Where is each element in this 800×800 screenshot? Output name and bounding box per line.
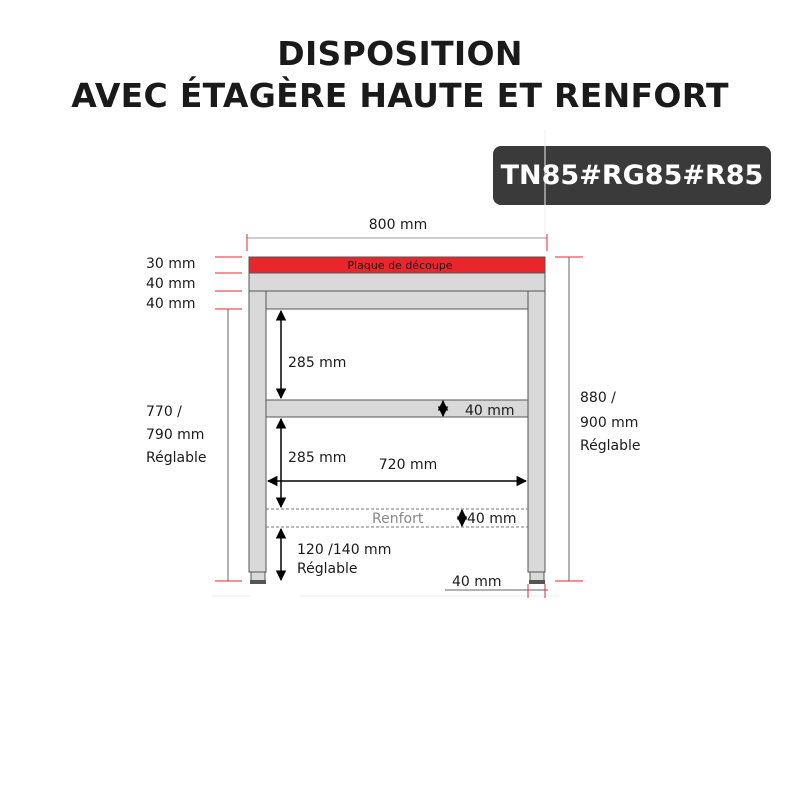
- table-top-frame: [249, 273, 545, 291]
- title-line-2: AVEC ÉTAGÈRE HAUTE ET RENFORT: [71, 76, 729, 115]
- upper-gap-label: 285 mm: [288, 355, 347, 371]
- foot-height-label-2: Réglable: [297, 561, 358, 577]
- left-40mm-label-a: 40 mm: [146, 276, 196, 292]
- right-height-label-1: 880 /: [580, 390, 616, 406]
- left-30mm-label: 30 mm: [146, 256, 196, 272]
- right-height-label-3: Réglable: [580, 438, 641, 454]
- left-height-label-2: 790 mm: [146, 427, 205, 443]
- left-40mm-label-b: 40 mm: [146, 296, 196, 312]
- left-leg: [249, 291, 266, 572]
- leg-width-label: 40 mm: [452, 574, 502, 590]
- foot-height-label-1: 120 /140 mm: [297, 542, 392, 558]
- upper-rail: [266, 291, 528, 309]
- left-height-label-3: Réglable: [146, 450, 207, 466]
- right-height-label-2: 900 mm: [580, 415, 639, 431]
- cutting-board-label: Plaque de découpe: [347, 259, 453, 272]
- right-leg: [528, 291, 545, 572]
- left-height-label-1: 770 /: [146, 404, 182, 420]
- shelf-thickness-label: 40 mm: [465, 403, 515, 419]
- inner-width-label: 720 mm: [378, 457, 438, 473]
- brace-thickness-label: 40 mm: [467, 511, 517, 527]
- left-foot-base: [250, 580, 266, 584]
- right-foot-base: [529, 580, 545, 584]
- title-line-1: DISPOSITION: [277, 34, 523, 73]
- model-badge: TN85#RG85#R85: [493, 146, 771, 205]
- lower-gap-label: 285 mm: [288, 450, 347, 466]
- top-width-label: 800 mm: [368, 217, 428, 233]
- brace-label: Renfort: [372, 511, 424, 527]
